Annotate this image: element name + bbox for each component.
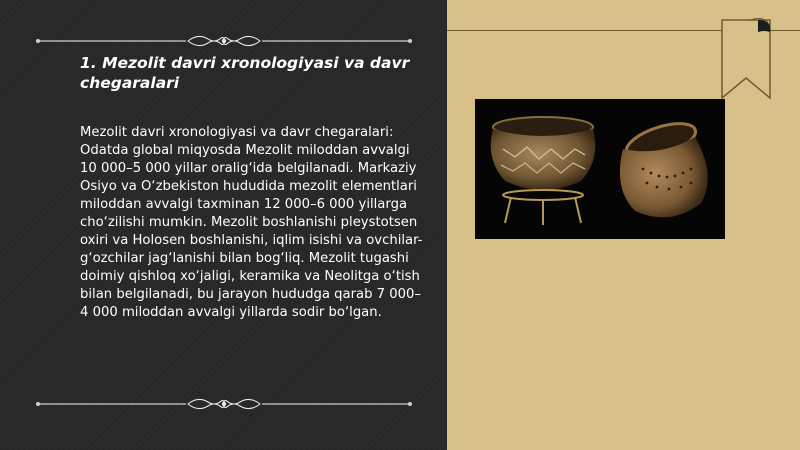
ornamental-divider-bottom-icon	[36, 394, 412, 414]
slide-title: 1. Mezolit davri xronologiyasi va davr chegaralari	[80, 54, 410, 92]
clay-pots-photo	[475, 99, 725, 239]
slide-body-text: Mezolit davri xronologiyasi va davr chegaralari: Odatda global miqyosda Mezolit miloddan avvalgi 10 000–5 000 yillar oralig‘ida belgilanadi. Markaziy Osiyo va O‘zbekiston hududida mezolit elementlari miloddan avvalgi taxminan 12 000–6 000 yillarga cho‘zilishi mumkin. Mezolit boshlanishi pleystotsen oxiri va Holosen boshlanishi, iqlim isishi va ovchilar-g‘ozchilar jag‘lanishi bilan bog‘liq. Mezolit tugashi doimiy qishloq xo‘jaligi, keramika va Neolitga o‘tish bilan belgilanadi, bu jarayon hududga qarab 7 000–4 000 miloddan avvalgi yillarda sodir bo‘lgan.	[80, 125, 423, 320]
ornamental-divider-top-icon	[36, 31, 412, 51]
bookmark-ribbon-icon	[720, 18, 772, 100]
